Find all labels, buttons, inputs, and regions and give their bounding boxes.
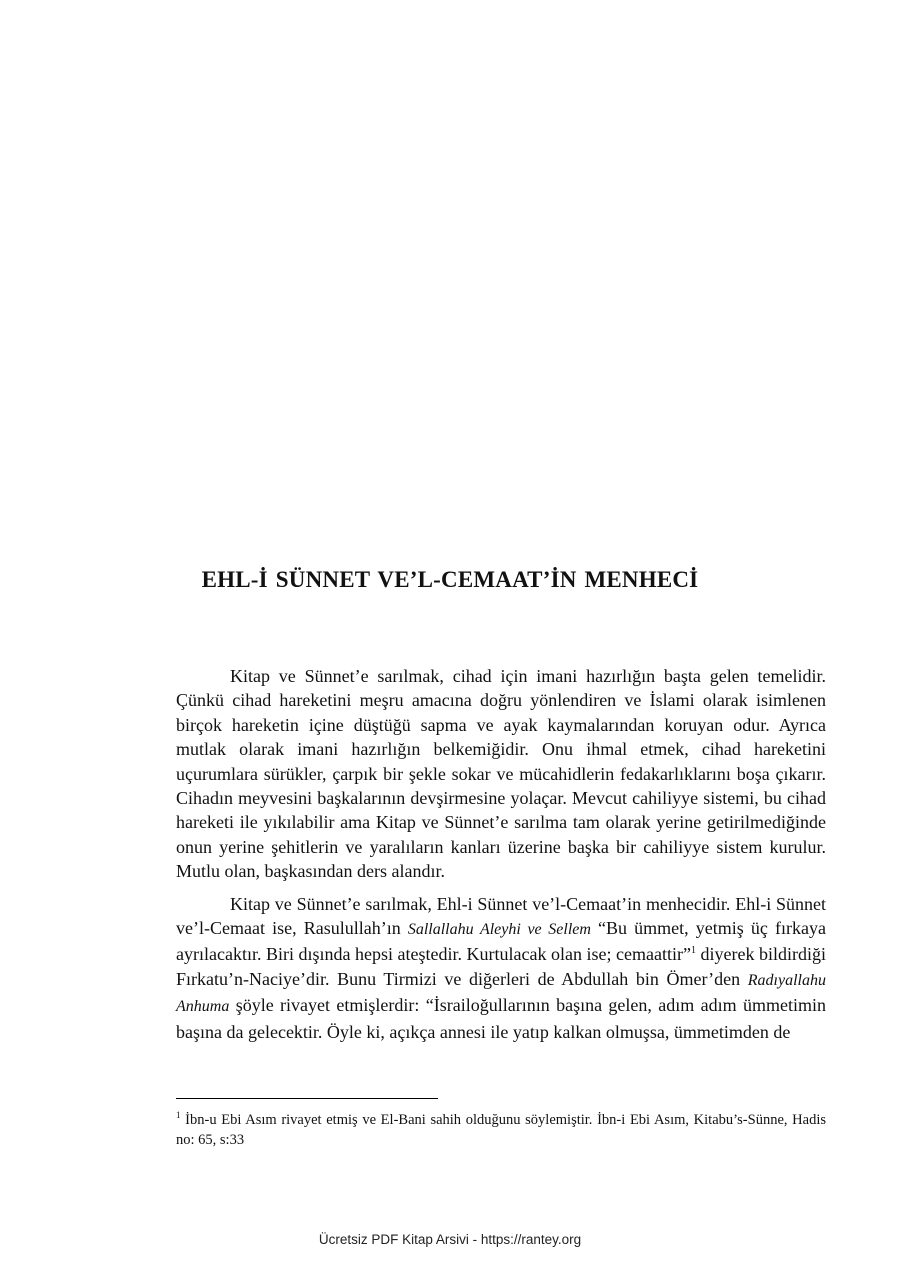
- honorific-sallallahu: Sallallahu Aleyhi ve Sellem: [407, 921, 591, 939]
- footnote: [176, 1110, 826, 1150]
- paragraph-2-part-3: diyerek bildirdiği Fırkatu’n-Naciye’dir. Bunu Tirmizi ve diğerleri de Abdullah bin Ömer’den: [176, 944, 826, 989]
- footnote-divider: [176, 1098, 438, 1099]
- footnote-text: İbn-u Ebi Asım rivayet etmiş ve El-Bani sahih olduğunu söylemiştir. İbn-i Ebi Asım, Kitabu’s-Sünne, Hadis no: 65, s:33: [176, 1112, 826, 1148]
- paragraph-2-part-4: şöyle rivayet etmişlerdir: “İsrailoğullarının başına gelen, adım adım ümmetimin başına da gelecektir. Öyle ki, açıkça annesi ile yatıp kalkan olmuşsa, ümmetimden de: [176, 995, 826, 1042]
- honorific-radiyallahu: Radıyallahu Anhuma: [176, 971, 826, 1016]
- page-footer[interactable]: Ücretsiz PDF Kitap Arsivi - https://rantey.org: [318, 1232, 582, 1247]
- footnote-number: 1: [176, 1110, 181, 1121]
- paragraph-2: [176, 892, 826, 1044]
- paragraph-2-part-1: Kitap ve Sünnet’e sarılmak, Ehl-i Sünnet ve’l-Cemaat’in menhecidir. Ehl-i Sünnet ve’l-Cemaat ise, Rasulullah’ın: [176, 893, 826, 939]
- paragraph-2-part-2: “Bu ümmet, yetmiş üç fırkaya ayrılacaktır. Biri dışında hepsi ateştedir. Kurtulacak olan ise; cemaattir”: [176, 918, 826, 965]
- paragraph-1: Kitap ve Sünnet’e sarılmak, cihad için imani hazırlığın başta gelen temelidir. Çünkü cihad hareketini meşru amacına doğru yönlendiren ve İslami olarak isimlenen birçok hareketin içine düştüğü sapma ve ayak kaymalarından koruyan odur. Ayrıca mutlak olarak imani hazırlığın belkemiğidir. Onu ihmal etmek, cihad hareketini uçurumlara sürükler, çarpık bir şekle sokar ve mücahidlerin fedakarlıklarını boşa çıkarır. Cihadın meyvesini başkalarının devşirmesine yolaçar. Mevcut cahiliyye sistemi, bu cihad hareketi ile yıkılabilir ama Kitap ve Sünnet’e sarılma tam olarak yerine getirilmediğinde onun yerine şehitlerin ve yaralıların kanları üzerine başka bir cahiliyye sistem kurulur. Mutlu olan, başkasından ders alandır.: [176, 666, 826, 882]
- chapter-title: EHL-İ SÜNNET VE’L-CEMAAT’İN MENHECİ: [201, 567, 699, 592]
- body-text: [176, 664, 826, 1052]
- footnote-reference[interactable]: 1: [690, 945, 696, 957]
